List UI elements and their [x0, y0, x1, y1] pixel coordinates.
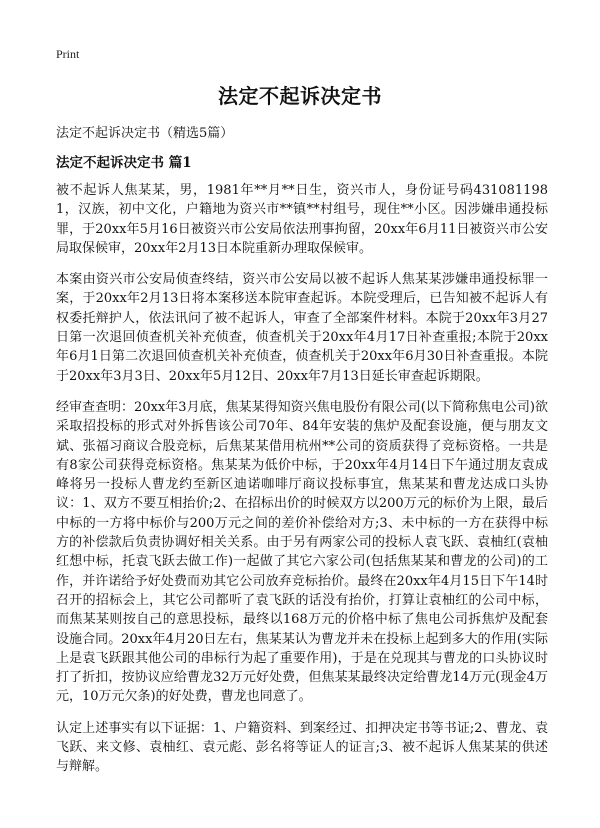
print-label: Print: [56, 47, 80, 61]
paragraph-case-procedure: 本案由资兴市公安局侦查终结，资兴市公安局以被不起诉人焦某某涉嫌串通投标罪一案，于20xx年2月13日将本案移送本院审查起诉。本院受理后，已告知被不起诉人有权委托辩护人，依法讯问了被不起诉人，审查了全部案件材料。本院于20xx年3月27日第一次退回侦查机关补充侦查，侦查机关于20xx年4月17日补查重报;本院于20xx年6月1日第二次退回侦查机关补充侦查，侦查机关于20xx年6月30日补查重报。本院于20xx年3月3日、20xx年5月12日、20xx年7月13日延长审查起诉期限。: [56, 272, 548, 384]
document-subtitle: 法定不起诉决定书（精选5篇）: [56, 126, 234, 141]
paragraph-facts: 经审查查明：20xx年3月底，焦某某得知资兴焦电股份有限公司(以下简称焦电公司)欲采取招投标的形式对外拆售该公司70年、84年安装的焦炉及配套设施，便与朋友文斌、张福习商议合股竞标，后焦某某借用杭州**公司的资质获得了竞标资格。一共是有8家公司获得竞标资格。焦某某为低价中标，于20xx年4月14日下午通过朋友袁成峰将另一投标人曹龙约至新区迪诺咖啡厅商议投标事宜，焦某某和曹龙达成口头协议：1、双方不要互相抬价;2、在招标出价的时候双方以200万元的标价为上限，最后中标的一方将中标价与200万元之间的差价补偿给对方;3、未中标的一方在获得中标方的补偿款后负责协调好相关关系。由于另有两家公司的投标人袁飞跃、袁柚红(袁柚红想中标，托袁飞跃去做工作)一起做了其它六家公司(包括焦某某和曹龙的公司)的工作，并许诺给予好处费而劝其它公司放弃竞标抬价。最终在20xx年4月15日下午14时召开的招标会上，其它公司都听了袁飞跃的话没有抬价，打算让袁柚红的公司中标，而焦某某则按自己的意思投标，最终以168万元的价格中标了焦电公司拆焦炉及配套设施合同。20xx年4月20日左右，焦某某认为曹龙并未在投标上起到多大的作用(实际上是袁飞跃跟其他公司的串标行为起了重要作用)，于是在兑现其与曹龙的口头协议时打了折扣，按协议应给曹龙32万元好处费，但焦某某最终决定给曹龙14万元(现金4万元，10万元欠条)的好处费，曹龙也同意了。: [56, 399, 548, 705]
paragraph-defendant-info: 被不起诉人焦某某，男，1981年**月**日生，资兴市人，身份证号码4310811981，汉族，初中文化，户籍地为资兴市**镇**村组号，现住**小区。因涉嫌串通投标罪，于20xx年5月16日被资兴市公安局依法刑事拘留，20xx年6月11日被资兴市公安局取保候审，20xx年2月13日本院重新办理取保候审。: [56, 183, 548, 256]
paragraph-evidence: 认定上述事实有以下证据：1、户籍资料、到案经过、扣押决定书等书证;2、曹龙、袁飞跃、来文修、袁柚红、袁元彪、彭名将等证人的证言;3、被不起诉人焦某某的供述与辩解。: [56, 720, 548, 775]
document-title: 法定不起诉决定书: [218, 84, 382, 108]
section-heading: 法定不起诉决定书 篇1: [56, 155, 192, 171]
document-body: [56, 181, 548, 789]
